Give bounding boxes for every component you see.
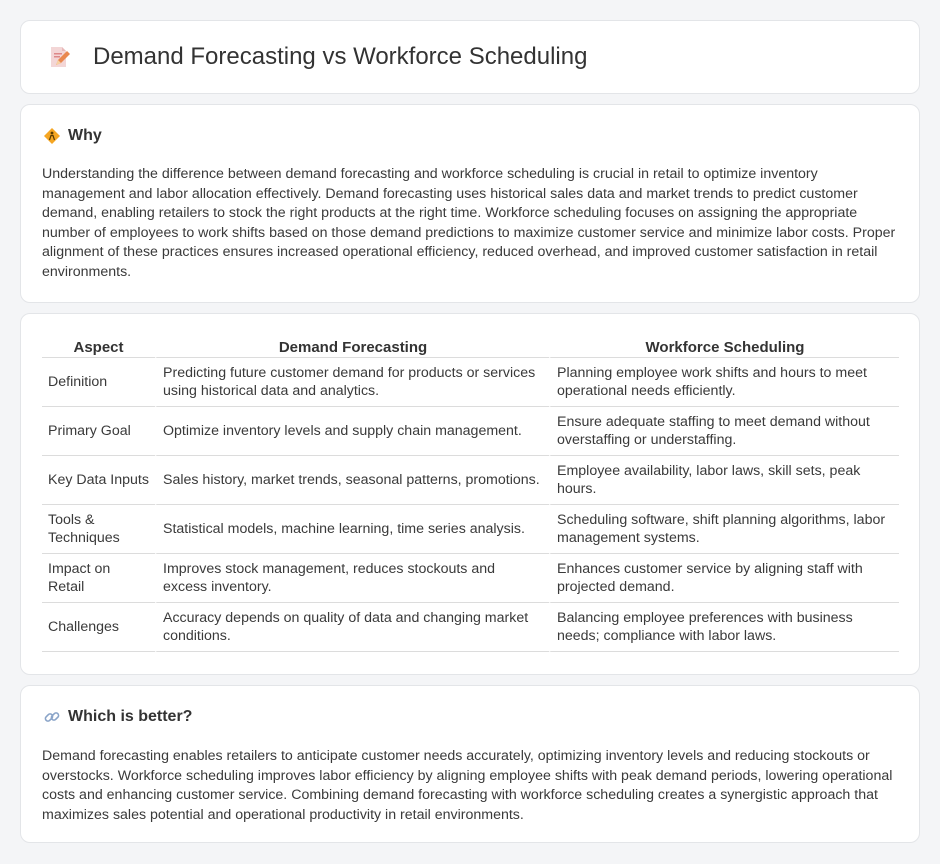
page-title: Demand Forecasting vs Workforce Scheduling (93, 43, 588, 70)
table-row (42, 456, 899, 505)
why-paragraph: Understanding the difference between demand forecasting and workforce scheduling is crucial in retail to optimize inventory management and labor allocation effectively. Demand forecasting uses historical sales data and market trends to predict customer demand, enabling retailers to stock the right products at the right time. Workforce scheduling focuses on assigning the appropriate number of employees to work shifts based on those demand predictions to maximize customer service and minimize labor costs. Proper alignment of these practices ensures increased operational efficiency, reduced overhead, and improved customer satisfaction in retail environments. (42, 166, 896, 280)
row-aspect: Key Data Inputs (42, 456, 155, 505)
row-aspect: Challenges (42, 603, 155, 652)
table-row (42, 505, 899, 554)
comparison-table (42, 336, 899, 652)
which-better-section (20, 685, 920, 843)
row-workforce-scheduling: Balancing employee preferences with business needs; compliance with labor laws. (549, 603, 899, 652)
link-icon (43, 708, 61, 726)
title-card (20, 20, 920, 94)
row-workforce-scheduling: Enhances customer service by aligning staff with projected demand. (549, 554, 899, 603)
header-aspect: Aspect (42, 336, 155, 358)
row-demand-forecasting: Sales history, market trends, seasonal patterns, promotions. (155, 456, 549, 505)
header-workforce-scheduling: Workforce Scheduling (549, 336, 899, 358)
document-pencil-icon (47, 45, 71, 69)
table-header-row (42, 336, 899, 358)
row-workforce-scheduling: Planning employee work shifts and hours to meet operational needs efficiently. (549, 358, 899, 407)
row-demand-forecasting: Statistical models, machine learning, time series analysis. (155, 505, 549, 554)
why-heading: Why (68, 127, 102, 144)
why-section (20, 104, 920, 303)
row-demand-forecasting: Accuracy depends on quality of data and changing market conditions. (155, 603, 549, 652)
which-better-heading: Which is better? (68, 708, 193, 725)
comparison-card (20, 313, 920, 675)
row-aspect: Definition (42, 358, 155, 407)
table-row (42, 603, 899, 652)
row-workforce-scheduling: Employee availability, labor laws, skill sets, peak hours. (549, 456, 899, 505)
row-aspect: Primary Goal (42, 407, 155, 456)
row-workforce-scheduling: Scheduling software, shift planning algorithms, labor management systems. (549, 505, 899, 554)
row-demand-forecasting: Optimize inventory levels and supply chain management. (155, 407, 549, 456)
row-workforce-scheduling: Ensure adequate staffing to meet demand without overstaffing or understaffing. (549, 407, 899, 456)
row-demand-forecasting: Predicting future customer demand for products or services using historical data and analytics. (155, 358, 549, 407)
row-demand-forecasting: Improves stock management, reduces stockouts and excess inventory. (155, 554, 549, 603)
table-row (42, 358, 899, 407)
warning-diamond-icon (43, 127, 61, 145)
table-row (42, 554, 899, 603)
table-row (42, 407, 899, 456)
row-aspect: Tools & Techniques (42, 505, 155, 554)
row-aspect: Impact on Retail (42, 554, 155, 603)
which-better-paragraph: Demand forecasting enables retailers to anticipate customer needs accurately, optimizing inventory levels and reducing stockouts or overstocks. Workforce scheduling improves labor efficiency by aligning employee shifts with peak demand periods, lowering operational costs and enhancing customer service. Combining demand forecasting with workforce scheduling creates a synergistic approach that maximizes sales potential and operational productivity in retail environments. (42, 748, 893, 823)
header-demand-forecasting: Demand Forecasting (155, 336, 549, 358)
